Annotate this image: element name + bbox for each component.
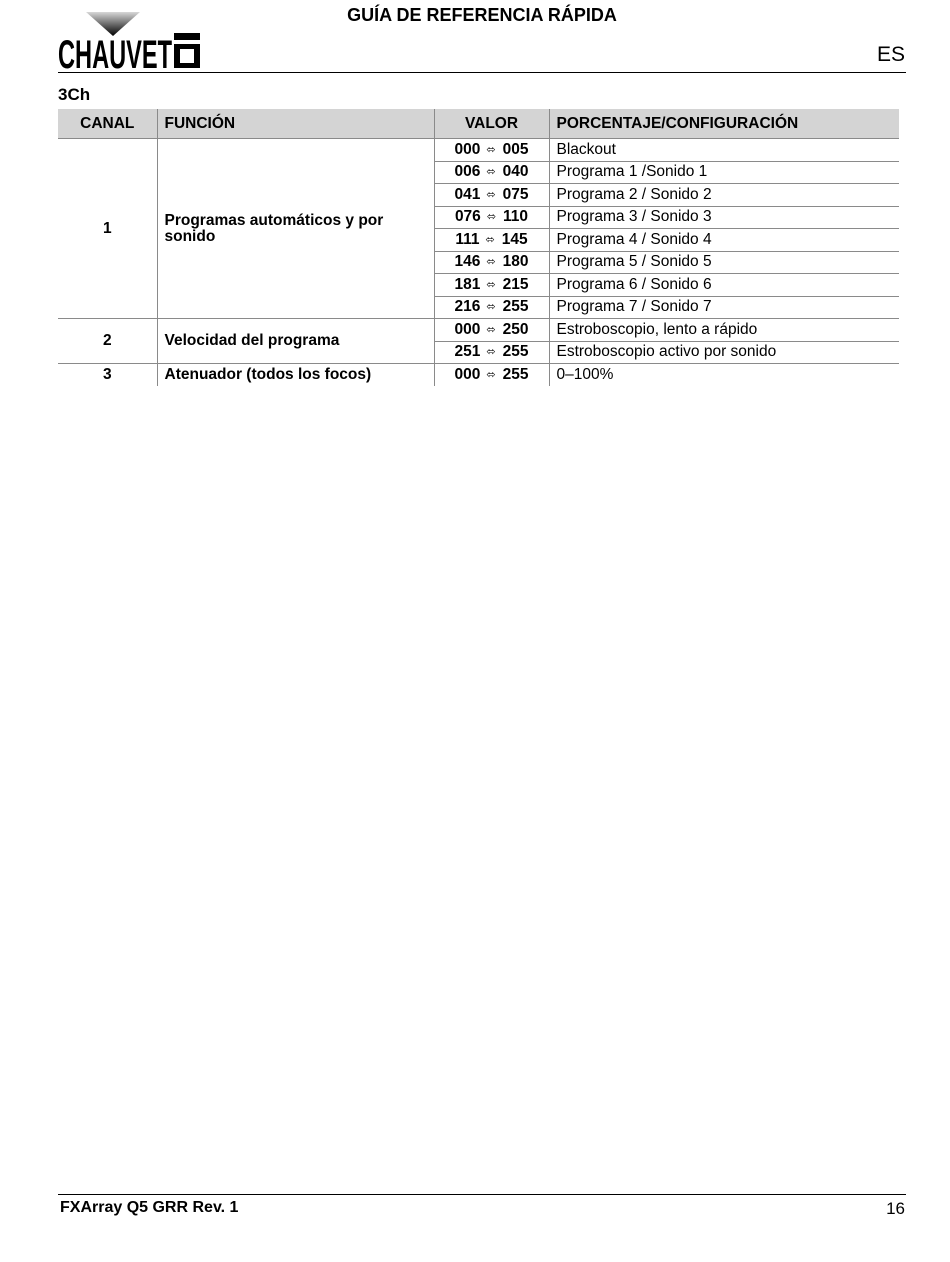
value-setting: Programa 6 / Sonido 6 — [549, 274, 899, 297]
value-range — [434, 229, 549, 252]
column-header-valor: VALOR — [434, 109, 549, 139]
range-arrow-icon: ⬄ — [486, 301, 496, 314]
channel-number: 3 — [102, 365, 112, 383]
footer-divider — [58, 1194, 906, 1195]
value-from: 000 — [454, 320, 481, 338]
table-row — [58, 319, 899, 342]
value-from: 251 — [454, 343, 481, 361]
value-to: 255 — [502, 298, 529, 316]
value-to: 040 — [502, 163, 529, 181]
value-from: 041 — [454, 185, 481, 203]
language-code: ES — [876, 43, 905, 66]
value-from: 216 — [454, 298, 481, 316]
value-to: 255 — [502, 365, 529, 383]
value-to: 255 — [502, 343, 529, 361]
value-from: 146 — [454, 253, 481, 271]
value-to: 005 — [502, 140, 529, 158]
value-from: 076 — [454, 208, 481, 226]
value-setting: Estroboscopio, lento a rápido — [549, 319, 899, 342]
value-to: 180 — [502, 253, 529, 271]
value-range — [434, 341, 549, 364]
range-arrow-icon: ⬄ — [485, 233, 495, 246]
channel-function: Atenuador (todos los focos) — [157, 364, 434, 386]
range-arrow-icon: ⬄ — [486, 188, 496, 201]
value-range — [434, 296, 549, 319]
value-setting: Programa 4 / Sonido 4 — [549, 229, 899, 252]
document-id: FXArray Q5 GRR Rev. 1 — [60, 1199, 239, 1216]
column-header-funcion: FUNCIÓN — [157, 109, 434, 139]
range-arrow-icon: ⬄ — [486, 368, 496, 381]
channel-number: 1 — [102, 219, 112, 237]
value-setting: Estroboscopio activo por sonido — [549, 341, 899, 364]
value-from: 111 — [455, 230, 480, 248]
value-from: 000 — [454, 365, 481, 383]
range-arrow-icon: ⬄ — [486, 143, 496, 156]
dmx-channel-table — [58, 109, 899, 386]
section-title: 3Ch — [58, 85, 91, 104]
range-arrow-icon: ⬄ — [486, 166, 496, 179]
header-divider — [58, 72, 906, 73]
value-setting: 0–100% — [549, 364, 899, 386]
value-range — [434, 206, 549, 229]
range-arrow-icon: ⬄ — [486, 211, 497, 224]
column-header-configuracion: PORCENTAJE/CONFIGURACIÓN — [549, 109, 899, 139]
table-row — [58, 364, 899, 386]
value-setting: Programa 1 /Sonido 1 — [549, 161, 899, 184]
value-setting: Blackout — [549, 139, 899, 162]
value-to: 075 — [502, 185, 529, 203]
value-setting: Programa 2 / Sonido 2 — [549, 184, 899, 207]
range-arrow-icon: ⬄ — [486, 278, 496, 291]
value-setting: Programa 5 / Sonido 5 — [549, 251, 899, 274]
range-arrow-icon: ⬄ — [486, 346, 496, 359]
value-from: 181 — [454, 275, 481, 293]
channel-function: Velocidad del programa — [157, 319, 434, 364]
channel-function: Programas automáticos y por sonido — [157, 139, 434, 319]
page-header-title: GUÍA DE REFERENCIA RÁPIDA — [347, 5, 617, 25]
svg-text:CHAUVET: CHAUVET — [58, 33, 172, 77]
value-range — [434, 161, 549, 184]
value-from: 006 — [454, 163, 481, 181]
value-setting: Programa 3 / Sonido 3 — [549, 206, 899, 229]
value-to: 215 — [502, 275, 529, 293]
value-range — [434, 139, 549, 162]
value-range — [434, 251, 549, 274]
range-arrow-icon: ⬄ — [486, 256, 496, 269]
value-range — [434, 184, 549, 207]
table-row — [58, 139, 899, 162]
value-to: 110 — [503, 208, 529, 226]
page-number: 16 — [886, 1199, 905, 1218]
channel-number: 2 — [102, 332, 112, 349]
value-from: 000 — [454, 140, 481, 158]
value-range — [434, 274, 549, 297]
table-header-row — [58, 109, 899, 139]
value-setting: Programa 7 / Sonido 7 — [549, 296, 899, 319]
value-range — [434, 319, 549, 342]
column-header-canal: CANAL — [58, 109, 157, 139]
value-range — [434, 364, 549, 386]
range-arrow-icon: ⬄ — [486, 323, 496, 336]
value-to: 145 — [501, 230, 528, 248]
value-to: 250 — [502, 320, 529, 338]
